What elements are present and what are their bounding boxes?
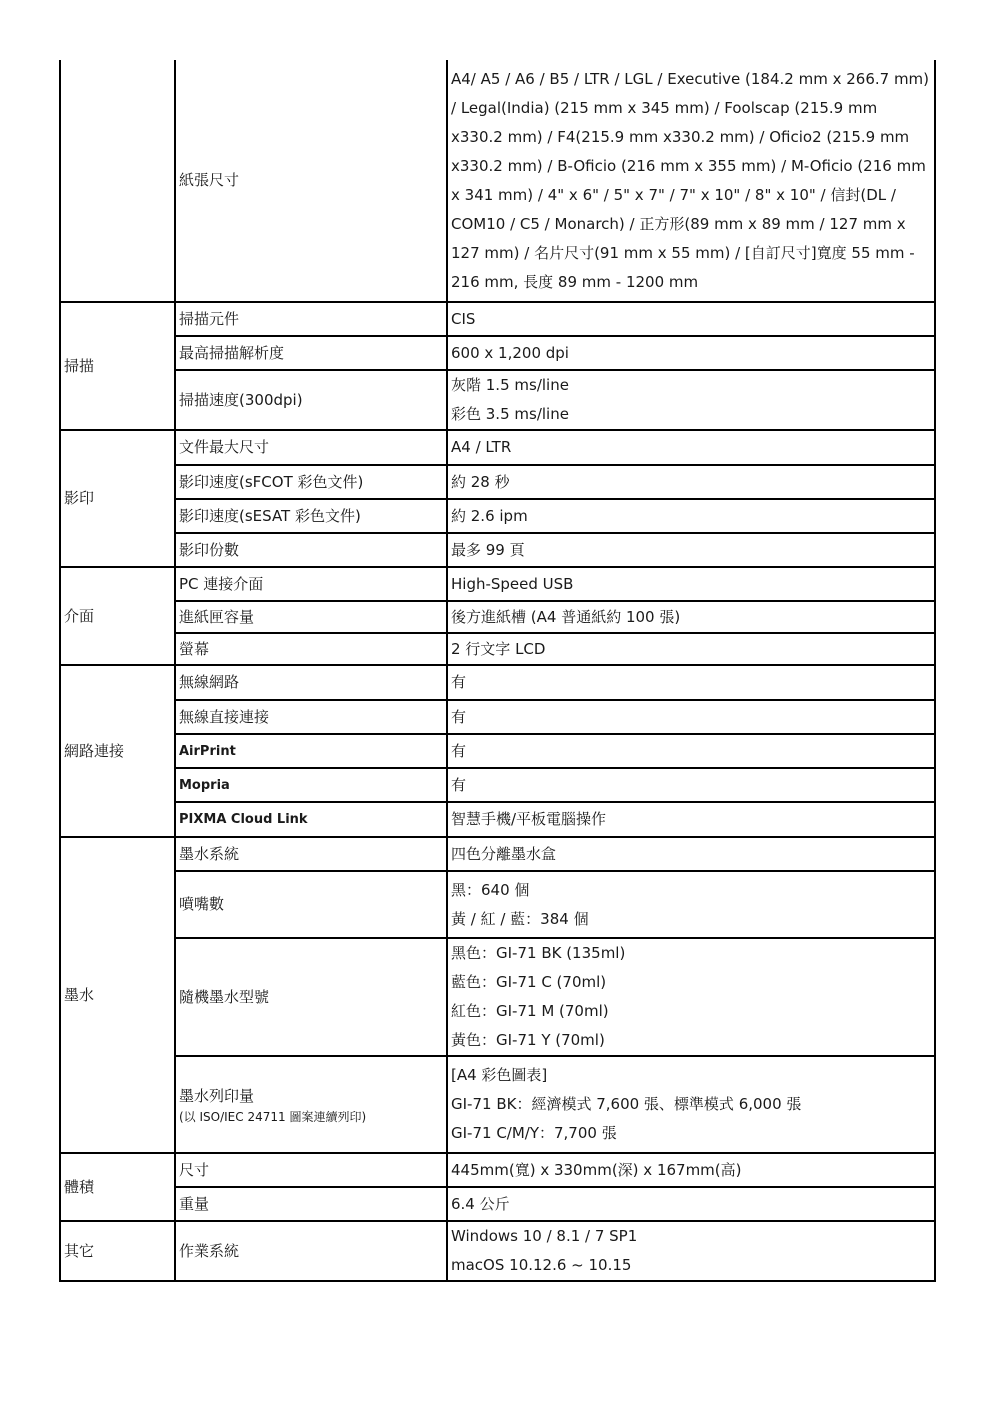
interface-tray-label: 進紙匣容量 [175,601,447,633]
table-row [60,633,935,665]
table-row [60,871,935,938]
copy-maxsize-label: 文件最大尺寸 [175,430,447,465]
category-ink: 墨水 [60,837,175,1153]
table-row [60,60,935,302]
copy-esat-value: 約 2.6 ipm [447,499,935,533]
category-cell-empty [60,60,175,302]
table-row [60,302,935,336]
ink-yield-line2: GI-71 BK：經濟模式 7,600 張、標準模式 6,000 張 [451,1095,802,1113]
ink-nozzle-label: 噴嘴數 [175,871,447,938]
category-network: 網路連接 [60,665,175,837]
table-row [60,499,935,533]
table-row [60,938,935,1056]
volume-weight-value: 6.4 公斤 [447,1187,935,1221]
table-row [60,734,935,768]
table-row [60,768,935,802]
table-row [60,1187,935,1221]
table-row [60,665,935,700]
ink-nozzle-black: 黑：640 個 [451,880,530,899]
network-mopria-value: 有 [447,768,935,802]
other-os-label: 作業系統 [175,1221,447,1281]
ink-yield-sublabel: (以 ISO/IEC 24711 圖案連續列印) [179,1109,367,1124]
network-cloud-label: PIXMA Cloud Link [175,802,447,837]
volume-size-value: 445mm(寬) x 330mm(深) x 167mm(高) [447,1153,935,1187]
interface-screen-label: 螢幕 [175,633,447,665]
network-direct-label: 無線直接連接 [175,700,447,734]
network-wireless-label: 無線網路 [175,665,447,700]
table-row [60,700,935,734]
ink-nozzle-color: 黃 / 紅 / 藍：384 個 [451,909,589,928]
interface-pc-label: PC 連接介面 [175,567,447,601]
scan-resolution-value: 600 x 1,200 dpi [447,336,935,370]
category-other: 其它 [60,1221,175,1281]
other-os-line1: Windows 10 / 8.1 / 7 SP1 [451,1227,638,1245]
ink-system-label: 墨水系統 [175,837,447,871]
scan-speed-label: 掃描速度(300dpi) [175,370,447,430]
interface-tray-value: 後方進紙槽 (A4 普通紙約 100 張) [447,601,935,633]
scan-element-value: CIS [447,302,935,336]
paper-size-value: A4/ A5 / A6 / B5 / LTR / LGL / Executive (184.2 mm x 266.7 mm) / Legal(India) (215 mm x 345 mm) / Foolscap (215.9 mm x330.2 mm) / F4(215.9 mm x330.2 mm) / Oficio2 (215.9 mm x330.2 mm) / B-Oficio (216 mm x 355 mm) / M-Oficio (216 mm x 341 mm) / 4" x 6" / 5" x 7" / 7" x 10" / 8" x 10" / 信封(DL / COM10 / C5 / Monarch) / 正方形(89 mm x 89 mm / 127 mm x 127 mm) / 名片尺寸(91 mm x 55 mm) / [自訂尺寸]寬度 55 mm - 216 mm, 長度 89 mm - 1200 mm [447,60,935,302]
table-row [60,1056,935,1153]
table-row [60,601,935,633]
table-row [60,533,935,567]
scan-speed-color: 彩色 3.5 ms/line [451,405,569,423]
network-wireless-value: 有 [447,665,935,700]
ink-model-black: 黑色：GI-71 BK (135ml) [451,944,626,962]
spec-table [59,60,936,1282]
network-cloud-value: 智慧手機/平板電腦操作 [447,802,935,837]
category-scan: 掃描 [60,302,175,430]
scan-element-label: 掃描元件 [175,302,447,336]
category-interface: 介面 [60,567,175,665]
table-row [60,1221,935,1281]
network-direct-value: 有 [447,700,935,734]
table-row [60,1153,935,1187]
copy-esat-label: 影印速度(sESAT 彩色文件) [175,499,447,533]
interface-pc-value: High-Speed USB [447,567,935,601]
scan-resolution-label: 最高掃描解析度 [175,336,447,370]
ink-nozzle-value [447,871,935,938]
ink-model-value [447,938,935,1056]
table-row [60,336,935,370]
category-volume: 體積 [60,1153,175,1221]
table-row [60,567,935,601]
ink-system-value: 四色分離墨水盒 [447,837,935,871]
ink-yield-line3: GI-71 C/M/Y：7,700 張 [451,1124,617,1142]
scan-speed-value [447,370,935,430]
scan-speed-gray: 灰階 1.5 ms/line [451,376,569,394]
copy-maxsize-value: A4 / LTR [447,430,935,465]
volume-weight-label: 重量 [175,1187,447,1221]
volume-size-label: 尺寸 [175,1153,447,1187]
ink-yield-label-cell [175,1056,447,1153]
ink-yield-label: 墨水列印量 [179,1086,255,1105]
ink-model-label: 隨機墨水型號 [175,938,447,1056]
network-mopria-label: Mopria [175,768,447,802]
ink-yield-value [447,1056,935,1153]
table-row [60,802,935,837]
table-row [60,837,935,871]
ink-model-yellow: 黃色：GI-71 Y (70ml) [451,1031,605,1049]
table-row [60,430,935,465]
copy-copies-label: 影印份數 [175,533,447,567]
copy-fcot-label: 影印速度(sFCOT 彩色文件) [175,465,447,499]
interface-screen-value: 2 行文字 LCD [447,633,935,665]
table-row [60,465,935,499]
table-row [60,370,935,430]
copy-copies-value: 最多 99 頁 [447,533,935,567]
other-os-line2: macOS 10.12.6 ~ 10.15 [451,1256,632,1274]
network-airprint-label: AirPrint [175,734,447,768]
category-copy: 影印 [60,430,175,567]
copy-fcot-value: 約 28 秒 [447,465,935,499]
ink-yield-line1: [A4 彩色圖表] [451,1066,548,1084]
ink-model-red: 紅色：GI-71 M (70ml) [451,1002,609,1020]
ink-model-blue: 藍色：GI-71 C (70ml) [451,973,607,991]
network-airprint-value: 有 [447,734,935,768]
other-os-value [447,1221,935,1281]
paper-size-label: 紙張尺寸 [175,60,447,302]
